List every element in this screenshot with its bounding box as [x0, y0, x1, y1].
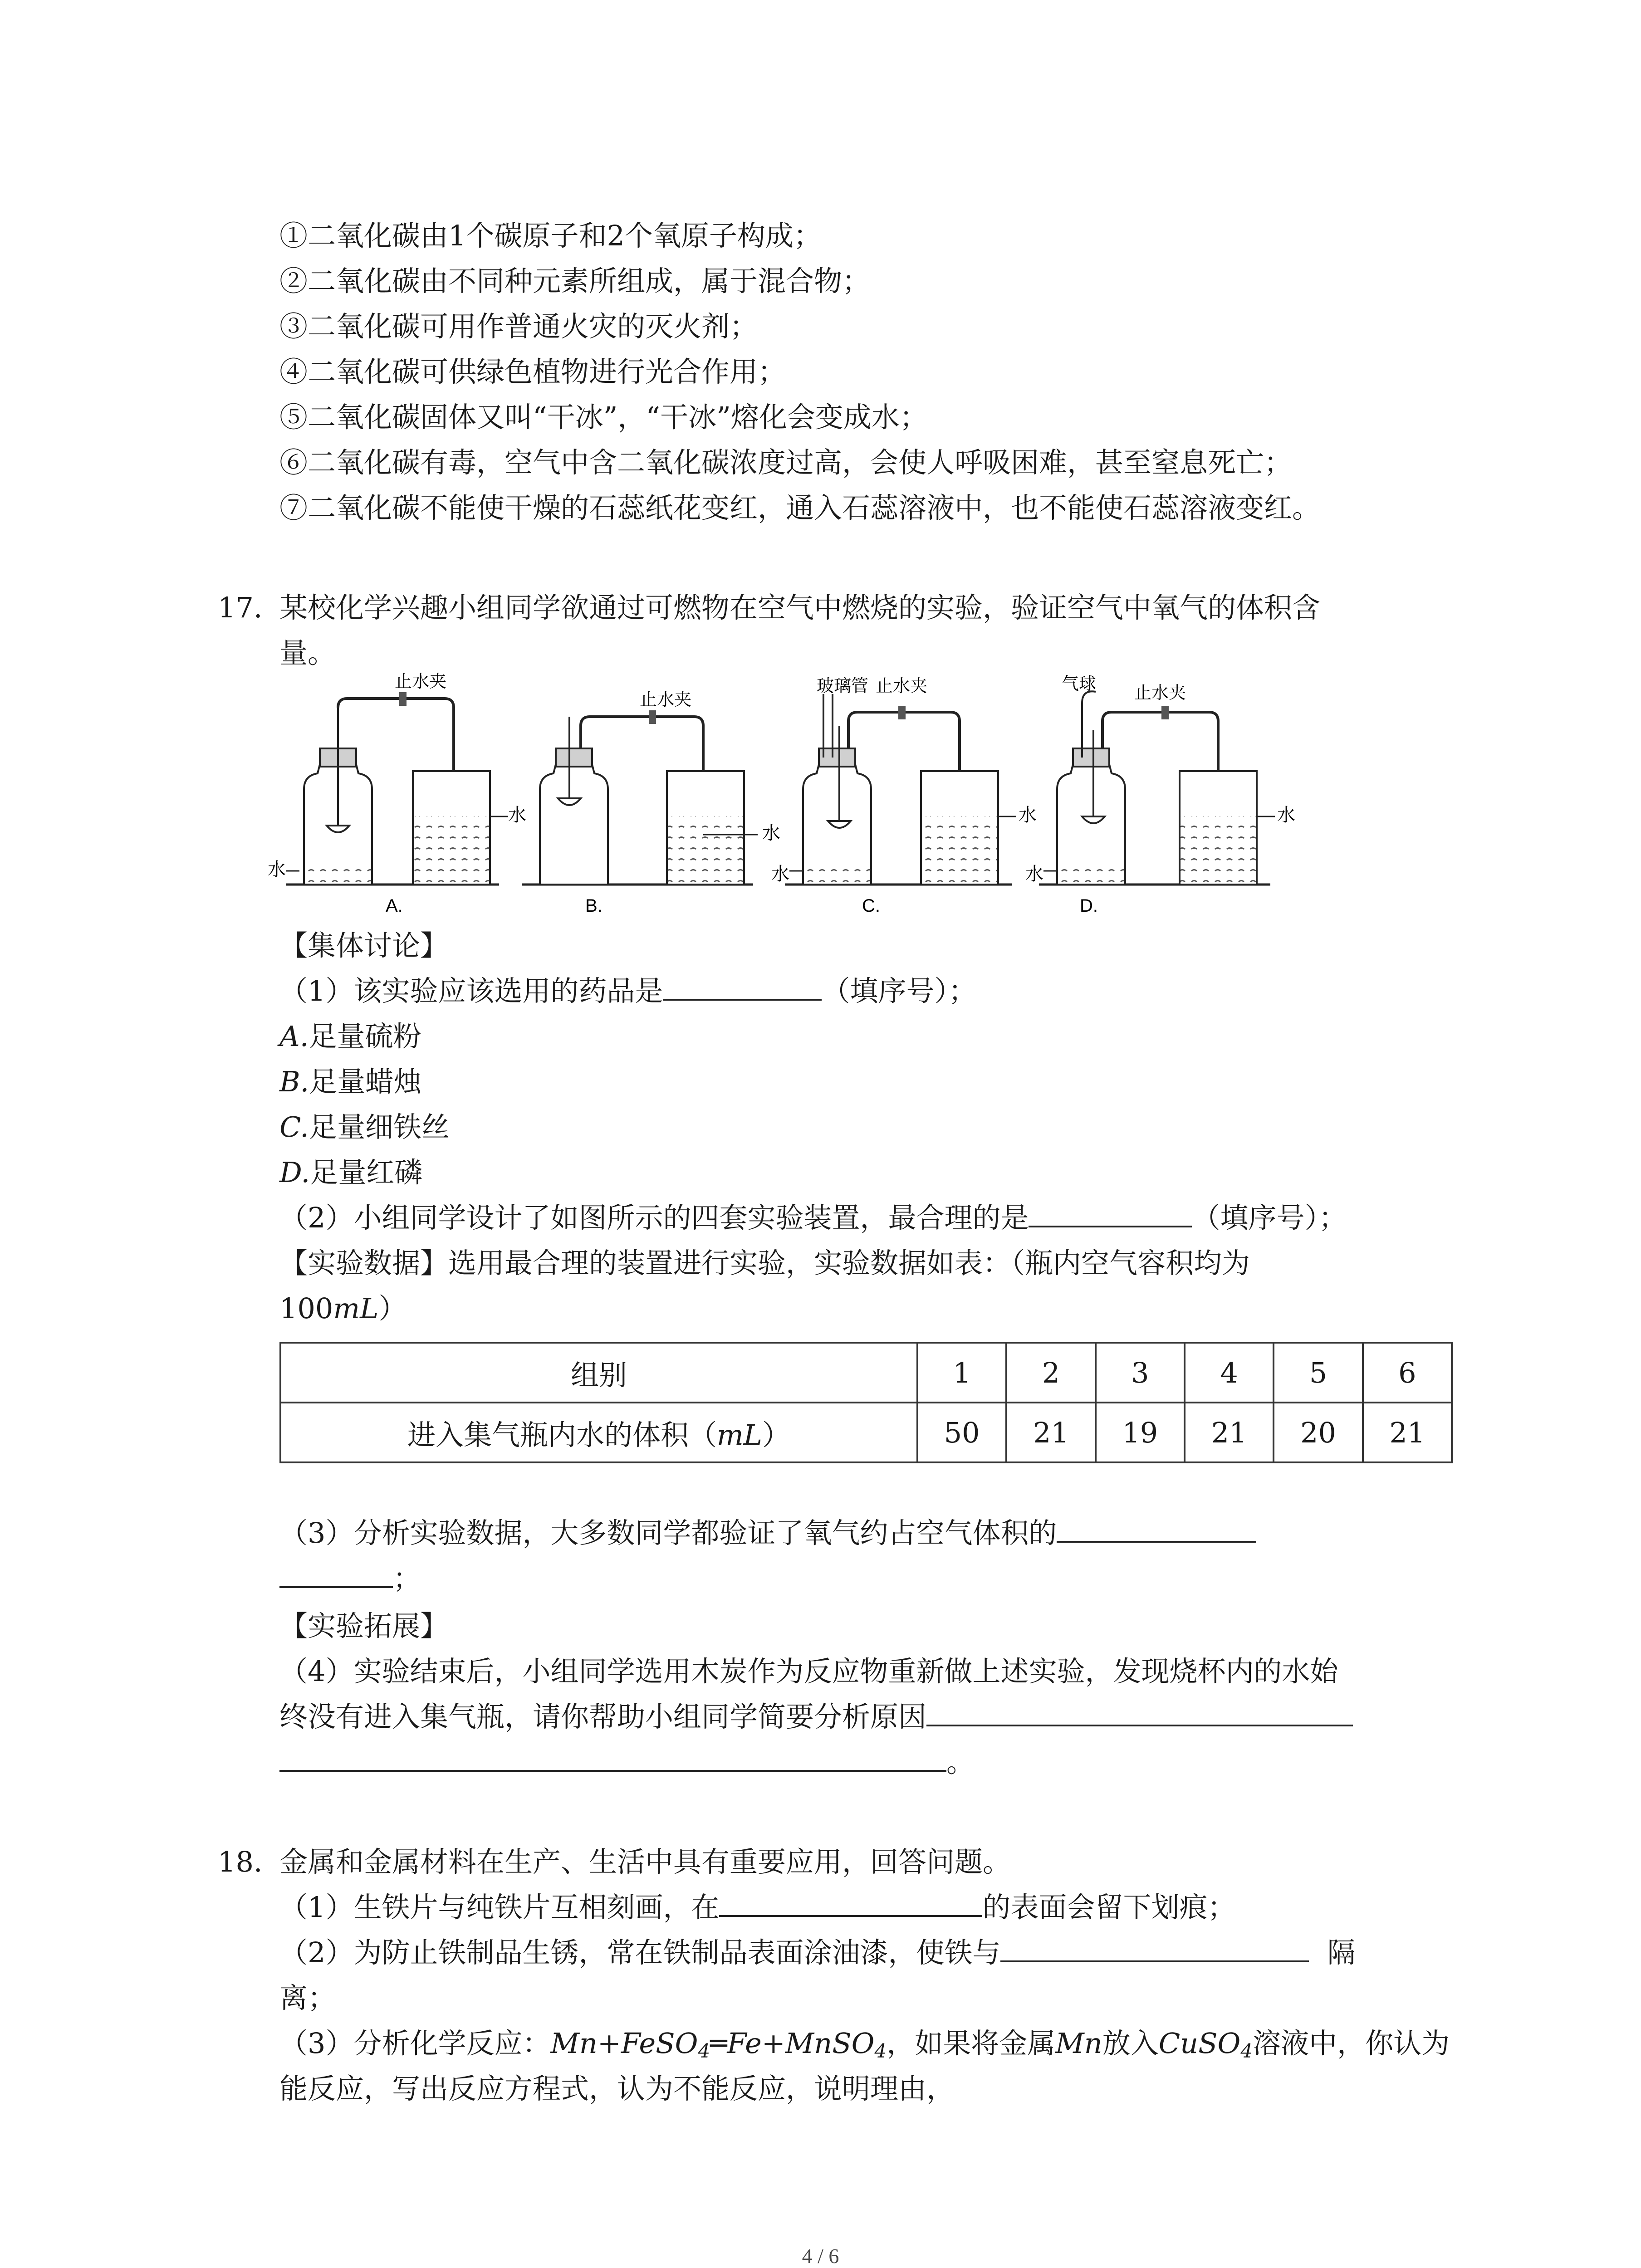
data-intro-num: 100 — [279, 1292, 333, 1325]
glass-tube-label: 玻璃管 — [817, 676, 869, 696]
equation-right: Fe+MnSO — [727, 2027, 875, 2060]
salt-formula: CuSO — [1158, 2027, 1241, 2060]
q17-stem-line2: 量。 — [279, 636, 336, 670]
option-c — [279, 1109, 450, 1145]
q17-1-suffix: （填序号）； — [822, 974, 977, 1007]
experiment-data-table — [279, 1342, 1453, 1463]
q18-2-answer-blank[interactable] — [1000, 1935, 1309, 1962]
volume-header-unit: mL — [717, 1418, 762, 1452]
data-intro-unit: mL — [333, 1292, 379, 1325]
q17-3-answer-blank-2[interactable] — [279, 1561, 393, 1588]
data-intro-close: ） — [378, 1292, 407, 1325]
clamp-label-c: 止水夹 — [876, 676, 928, 696]
co2-statement-5: ⑤二氧化碳固体又叫“干冰”，“干冰”熔化会变成水； — [279, 401, 928, 434]
option-b-letter: B. — [279, 1065, 309, 1098]
q17-2-answer-blank[interactable] — [1029, 1200, 1192, 1227]
co2-statement-2: ②二氧化碳由不同种元素所组成，属于混合物； — [279, 264, 871, 298]
equation-left: Mn+FeSO — [550, 2027, 698, 2060]
extension-heading: 【实验拓展】 — [279, 1609, 449, 1642]
q18-1-suffix: 的表面会留下划痕； — [982, 1891, 1236, 1924]
water-label-a: 水 — [508, 805, 526, 826]
q17-4-text: 终没有进入集气瓶，请你帮助小组同学简要分析原因 — [279, 1700, 927, 1733]
table-cell-group-2: 2 — [1006, 1343, 1095, 1403]
q17-2-text: （2）小组同学设计了如图所示的四套实验装置，最合理的是 — [279, 1201, 1029, 1234]
metal-symbol: Mn — [1055, 2027, 1102, 2060]
table-cell-volume-1: 50 — [917, 1403, 1006, 1462]
q17-4-answer-blank-1[interactable] — [926, 1699, 1353, 1726]
equation-sign: ═ — [710, 2027, 727, 2060]
option-d — [279, 1154, 422, 1191]
water-label-c: 水 — [1019, 805, 1037, 826]
q18-3-line2: 能反应，写出反应方程式，认为不能反应，说明理由， — [279, 2072, 955, 2105]
option-d-letter: D. — [279, 1156, 310, 1189]
option-b — [279, 1064, 421, 1100]
apparatus-c — [771, 676, 1037, 916]
table-cell-group-1: 1 — [917, 1343, 1006, 1403]
caption-c: C. — [862, 896, 880, 916]
q17-1-text: （1）该实验应该选用的药品是 — [279, 974, 663, 1007]
clamp-label-a: 止水夹 — [395, 671, 447, 691]
q18-1-answer-blank[interactable] — [719, 1890, 982, 1917]
option-c-text: 足量细铁丝 — [309, 1110, 450, 1144]
table-cell-group-3: 3 — [1096, 1343, 1185, 1403]
water-label-b: 水 — [762, 823, 780, 844]
caption-a: A. — [386, 896, 403, 916]
table-cell-volume-3: 19 — [1096, 1403, 1185, 1462]
q18-2 — [279, 1935, 1355, 1971]
q17-number: 17. — [218, 591, 263, 624]
table-cell-volume-6: 21 — [1363, 1403, 1452, 1462]
clamp-label-b: 止水夹 — [640, 689, 692, 709]
q17-3-text: （3）分析实验数据，大多数同学都验证了氧气约占空气体积的 — [279, 1516, 1057, 1549]
q18-2-suffix: 隔 — [1327, 1936, 1356, 1969]
q18-3-mid: ，如果将金属 — [887, 2027, 1056, 2060]
apparatus-figure — [268, 671, 1434, 916]
q18-1-text: （1）生铁片与纯铁片互相刻画，在 — [279, 1891, 720, 1924]
apparatus-b — [522, 689, 780, 916]
q18-1 — [279, 1889, 1235, 1926]
co2-statement-6: ⑥二氧化碳有毒，空气中含二氧化碳浓度过高，会使人呼吸困难，甚至窒息死亡； — [279, 446, 1293, 479]
apparatus-d — [1025, 674, 1295, 916]
caption-d: D. — [1080, 896, 1098, 916]
water-label-d: 水 — [1277, 805, 1295, 826]
q17-3-end: ； — [393, 1562, 421, 1595]
table-cell-group-6: 6 — [1363, 1343, 1452, 1403]
equation-sub-1: 4 — [698, 2040, 710, 2062]
equation-sub-2: 4 — [874, 2040, 887, 2062]
q17-4-line2 — [279, 1699, 1353, 1735]
q17-4-end: 。 — [946, 1745, 975, 1779]
q17-3-answer-blank-1[interactable] — [1057, 1515, 1256, 1543]
volume-header-text: 进入集气瓶内水的体积（ — [407, 1418, 717, 1452]
q18-3 — [279, 2025, 1450, 2062]
q17-2-suffix: （填序号）； — [1192, 1201, 1347, 1234]
table-row-volumes — [280, 1403, 1452, 1462]
table-header-group: 组别 — [280, 1343, 917, 1403]
q18-stem: 金属和金属材料在生产、生活中具有重要应用，回答问题。 — [279, 1845, 1011, 1878]
co2-statement-7: ⑦二氧化碳不能使干燥的石蕊纸花变红，通入石蕊溶液中，也不能使石蕊溶液变红。 — [279, 491, 1321, 524]
co2-statement-3: ③二氧化碳可用作普通火灾的灭火剂； — [279, 310, 758, 343]
caption-b: B. — [585, 896, 603, 916]
q17-4-answer-blank-2[interactable] — [279, 1745, 946, 1772]
q17-3-line2 — [279, 1560, 421, 1597]
q17-3 — [279, 1515, 1256, 1551]
data-intro-line2 — [279, 1290, 407, 1327]
q17-1 — [279, 973, 976, 1009]
data-intro-line1: 【实验数据】选用最合理的装置进行实验，实验数据如表：（瓶内空气容积均为 — [279, 1246, 1250, 1280]
volume-header-close: ） — [762, 1418, 790, 1452]
water-label-a2: 水 — [268, 859, 286, 880]
q18-2-line2: 离； — [279, 1981, 336, 2014]
page-number: 4 / 6 — [802, 2244, 839, 2268]
q18-3-end: 溶液中，你认为 — [1253, 2027, 1450, 2060]
q17-1-answer-blank[interactable] — [663, 973, 822, 1001]
q18-2-text: （2）为防止铁制品生锈，常在铁制品表面涂油漆，使铁与 — [279, 1936, 1001, 1969]
discussion-heading: 【集体讨论】 — [279, 929, 449, 962]
water-label-d2: 水 — [1025, 864, 1043, 885]
option-a — [279, 1018, 421, 1055]
table-cell-volume-2: 21 — [1006, 1403, 1095, 1462]
option-d-text: 足量红磷 — [310, 1156, 423, 1189]
q18-number: 18. — [218, 1845, 263, 1878]
option-a-text: 足量硫粉 — [309, 1020, 421, 1053]
q18-3-prefix: （3）分析化学反应： — [279, 2027, 551, 2060]
balloon-label: 气球 — [1062, 674, 1097, 694]
co2-statement-4: ④二氧化碳可供绿色植物进行光合作用； — [279, 355, 786, 388]
co2-statement-1: ①二氧化碳由1个碳原子和2个氧原子构成； — [279, 219, 822, 252]
table-cell-group-4: 4 — [1185, 1343, 1274, 1403]
water-label-c2: 水 — [771, 864, 789, 885]
salt-sub: 4 — [1240, 2040, 1253, 2062]
table-header-volume — [280, 1403, 917, 1462]
option-c-letter: C. — [279, 1110, 309, 1144]
option-a-letter: A. — [279, 1020, 309, 1053]
table-row-groups — [280, 1343, 1452, 1403]
q17-2 — [279, 1200, 1347, 1236]
option-b-text: 足量蜡烛 — [309, 1065, 422, 1098]
apparatus-a — [268, 671, 526, 916]
table-cell-group-5: 5 — [1274, 1343, 1362, 1403]
q18-3-mid2: 放入 — [1102, 2027, 1159, 2060]
table-cell-volume-4: 21 — [1185, 1403, 1274, 1462]
q17-stem-line1: 某校化学兴趣小组同学欲通过可燃物在空气中燃烧的实验，验证空气中氧气的体积含 — [279, 591, 1321, 624]
q17-4-line3 — [279, 1744, 975, 1780]
table-cell-volume-5: 20 — [1274, 1403, 1362, 1462]
q17-4-line1: （4）实验结束后，小组同学选用木炭作为反应物重新做上述实验，发现烧杯内的水始 — [279, 1655, 1338, 1688]
clamp-label-d: 止水夹 — [1134, 683, 1186, 703]
